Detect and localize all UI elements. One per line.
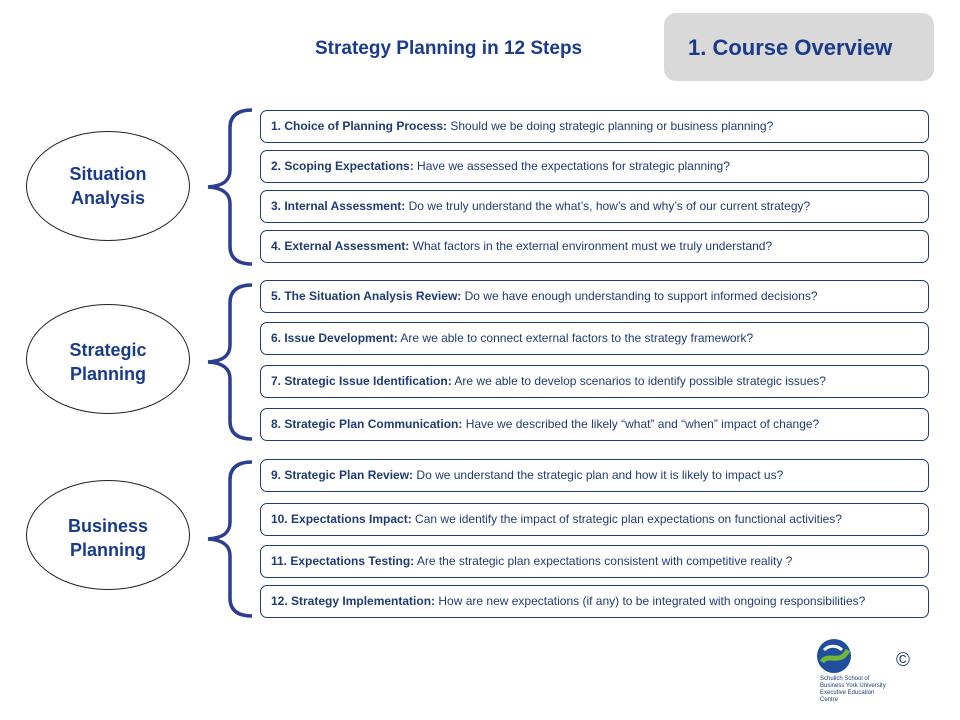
step-text: Are we able to develop scenarios to identify possible strategic issues? (451, 374, 826, 388)
step-box-5 (260, 280, 929, 313)
step-box-4 (260, 230, 929, 263)
phase-label-line2: Planning (70, 540, 146, 560)
step-text: What factors in the external environment must we truly understand? (409, 239, 773, 253)
step-label: 5. The Situation Analysis Review: (271, 289, 462, 303)
step-label: 7. Strategic Issue Identification: (271, 374, 452, 388)
step-box-1 (260, 110, 929, 143)
step-box-10 (260, 503, 929, 536)
phase-label-line2: Analysis (70, 188, 146, 208)
step-text: Should we be doing strategic planning or business planning? (447, 119, 774, 133)
step-box-2 (260, 150, 929, 183)
copyright-symbol: © (896, 650, 910, 671)
course-overview-label: 1. Course Overview (688, 35, 893, 60)
step-box-3 (260, 190, 929, 223)
step-label: 1. Choice of Planning Process: (271, 119, 448, 133)
step-box-8 (260, 408, 929, 441)
step-text: Do we have enough understanding to support informed decisions? (461, 289, 818, 303)
step-label: 12. Strategy Implementation: (271, 594, 436, 608)
step-text: Are the strategic plan expectations consistent with competitive reality ? (414, 554, 793, 568)
schulich-logo-icon (812, 636, 856, 676)
step-label: 11. Expectations Testing: (271, 554, 415, 568)
brace-business-planning (200, 460, 260, 618)
step-text: Have we assessed the expectations for strategic planning? (413, 159, 730, 173)
step-text: Are we able to connect external factors to the strategy framework? (397, 331, 754, 345)
phase-label-line1: Strategic (69, 340, 147, 360)
step-label: 9. Strategic Plan Review: (271, 468, 414, 482)
brace-situation-analysis (200, 108, 260, 266)
page-title: Strategy Planning in 12 Steps (315, 38, 583, 59)
step-label: 3. Internal Assessment: (271, 199, 406, 213)
step-text: Do we truly understand the what’s, how’s and why’s of our current strategy? (405, 199, 811, 213)
phase-label-line1: Business (67, 516, 149, 536)
step-text: Can we identify the impact of strategic plan expectations on functional activities? (411, 512, 842, 526)
phase-label-business-planning (26, 514, 190, 562)
logo-text: Schulich School of Business York University Executive Education Centre (820, 676, 886, 703)
step-box-6 (260, 322, 929, 355)
step-text: Do we understand the strategic plan and how it is likely to impact us? (413, 468, 784, 482)
phase-label-situation-analysis (26, 162, 190, 210)
step-label: 10. Expectations Impact: (271, 512, 412, 526)
step-text: How are new expectations (if any) to be integrated with ongoing responsibilities? (435, 594, 866, 608)
step-label: 4. External Assessment: (271, 239, 410, 253)
step-label: 8. Strategic Plan Communication: (271, 417, 463, 431)
step-label: 6. Issue Development: (271, 331, 398, 345)
phase-label-line1: Situation (69, 164, 147, 184)
step-text: Have we described the likely “what” and “when” impact of change? (462, 417, 820, 431)
step-label: 2. Scoping Expectations: (271, 159, 414, 173)
brace-strategic-planning (200, 283, 260, 441)
step-box-11 (260, 545, 929, 578)
phase-label-strategic-planning (26, 338, 190, 386)
step-box-12 (260, 585, 929, 618)
step-box-9 (260, 459, 929, 492)
step-box-7 (260, 365, 929, 398)
phase-label-line2: Planning (70, 364, 146, 384)
